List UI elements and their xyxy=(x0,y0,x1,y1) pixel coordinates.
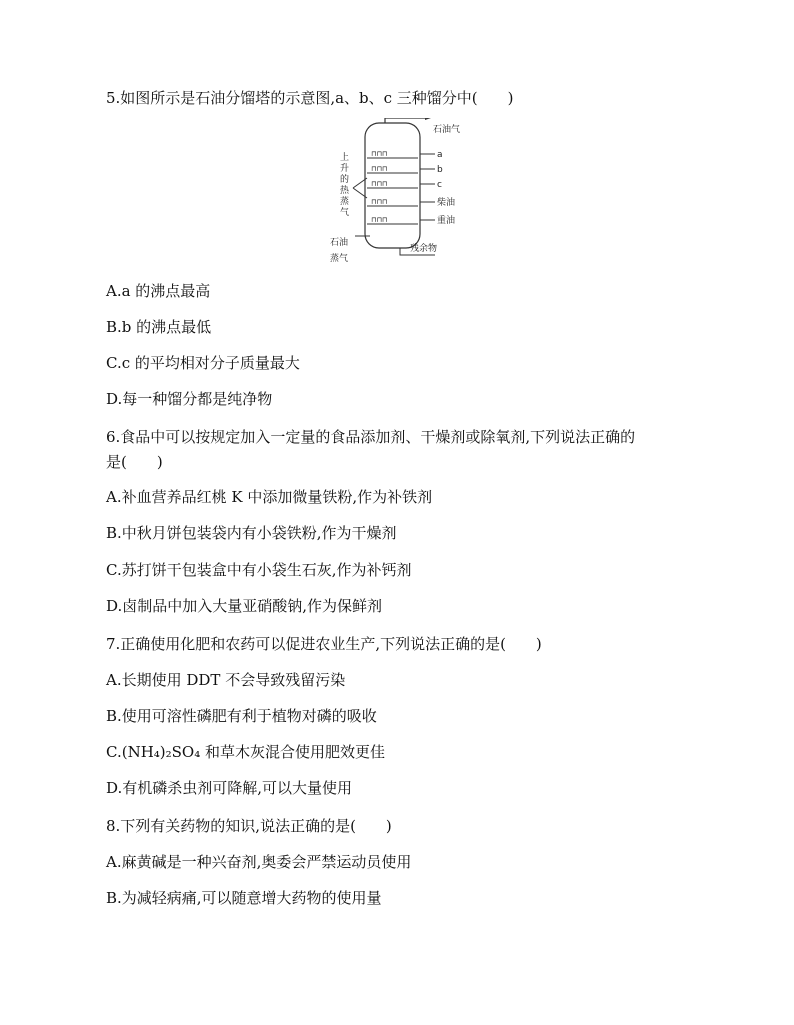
output-a: a xyxy=(437,150,443,160)
q7-option-c: C.(NH₄)₂SO₄ 和草木灰混合使用肥效更佳 xyxy=(106,743,386,761)
q7-option-b: B.使用可溶性磷肥有利于植物对磷的吸收 xyxy=(106,707,377,725)
side-label-2: 的 xyxy=(340,175,350,185)
q5-option-a: A.a 的沸点最高 xyxy=(106,282,211,300)
question-8-stem: 8.下列有关药物的知识,说法正确的是( ) xyxy=(106,817,392,835)
output-b: b xyxy=(437,165,443,175)
q5-option-d: D.每一种馏分都是纯净物 xyxy=(106,390,273,408)
side-label-1: 升 xyxy=(340,164,350,174)
side-label-5: 气 xyxy=(340,208,350,218)
svg-text:⊓⊓⊓: ⊓⊓⊓ xyxy=(371,150,388,158)
question-6-stem-line1: 6.食品中可以按规定加入一定量的食品添加剂、干燥剂或除氧剂,下列说法正确的 xyxy=(106,428,636,446)
side-label-3: 热 xyxy=(340,186,350,196)
svg-text:⊓⊓⊓: ⊓⊓⊓ xyxy=(371,216,388,224)
output-heavy-oil: 重油 xyxy=(437,216,456,226)
svg-text:⊓⊓⊓: ⊓⊓⊓ xyxy=(371,198,388,206)
side-label-0: 上 xyxy=(340,153,350,163)
svg-text:⊓⊓⊓: ⊓⊓⊓ xyxy=(371,165,388,173)
q6-option-d: D.卤制品中加入大量亚硝酸钠,作为保鲜剂 xyxy=(106,597,383,615)
q5-option-b: B.b 的沸点最低 xyxy=(106,318,212,336)
q7-option-a: A.长期使用 DDT 不会导致残留污染 xyxy=(106,671,346,689)
svg-text:⊓⊓⊓: ⊓⊓⊓ xyxy=(371,180,388,188)
top-output-label: 石油气 xyxy=(433,125,461,135)
q6-option-a: A.补血营养品红桃 K 中添加微量铁粉,作为补铁剂 xyxy=(106,488,433,506)
output-diesel: 柴油 xyxy=(437,198,456,208)
q6-option-c: C.苏打饼干包装盒中有小袋生石灰,作为补钙剂 xyxy=(106,561,412,579)
distillation-tower-diagram xyxy=(325,118,495,268)
q8-option-a: A.麻黄碱是一种兴奋剂,奥委会严禁运动员使用 xyxy=(106,853,412,871)
question-6-stem-line2: 是( ) xyxy=(106,453,163,471)
q6-option-b: B.中秋月饼包装袋内有小袋铁粉,作为干燥剂 xyxy=(106,524,397,542)
question-5-stem: 5.如图所示是石油分馏塔的示意图,a、b、c 三种馏分中( ) xyxy=(106,89,514,107)
input-label-line1: 石油 xyxy=(330,238,349,248)
q8-option-b: B.为减轻病痛,可以随意增大药物的使用量 xyxy=(106,889,382,907)
question-7-stem: 7.正确使用化肥和农药可以促进农业生产,下列说法正确的是( ) xyxy=(106,635,542,653)
side-label-4: 蒸 xyxy=(340,197,350,207)
q7-option-d: D.有机磷杀虫剂可降解,可以大量使用 xyxy=(106,779,353,797)
q5-option-c: C.c 的平均相对分子质量最大 xyxy=(106,354,300,372)
input-label-line2: 蒸气 xyxy=(330,254,349,264)
bottom-output-label: 残余物 xyxy=(410,244,438,254)
output-c: c xyxy=(437,180,442,190)
